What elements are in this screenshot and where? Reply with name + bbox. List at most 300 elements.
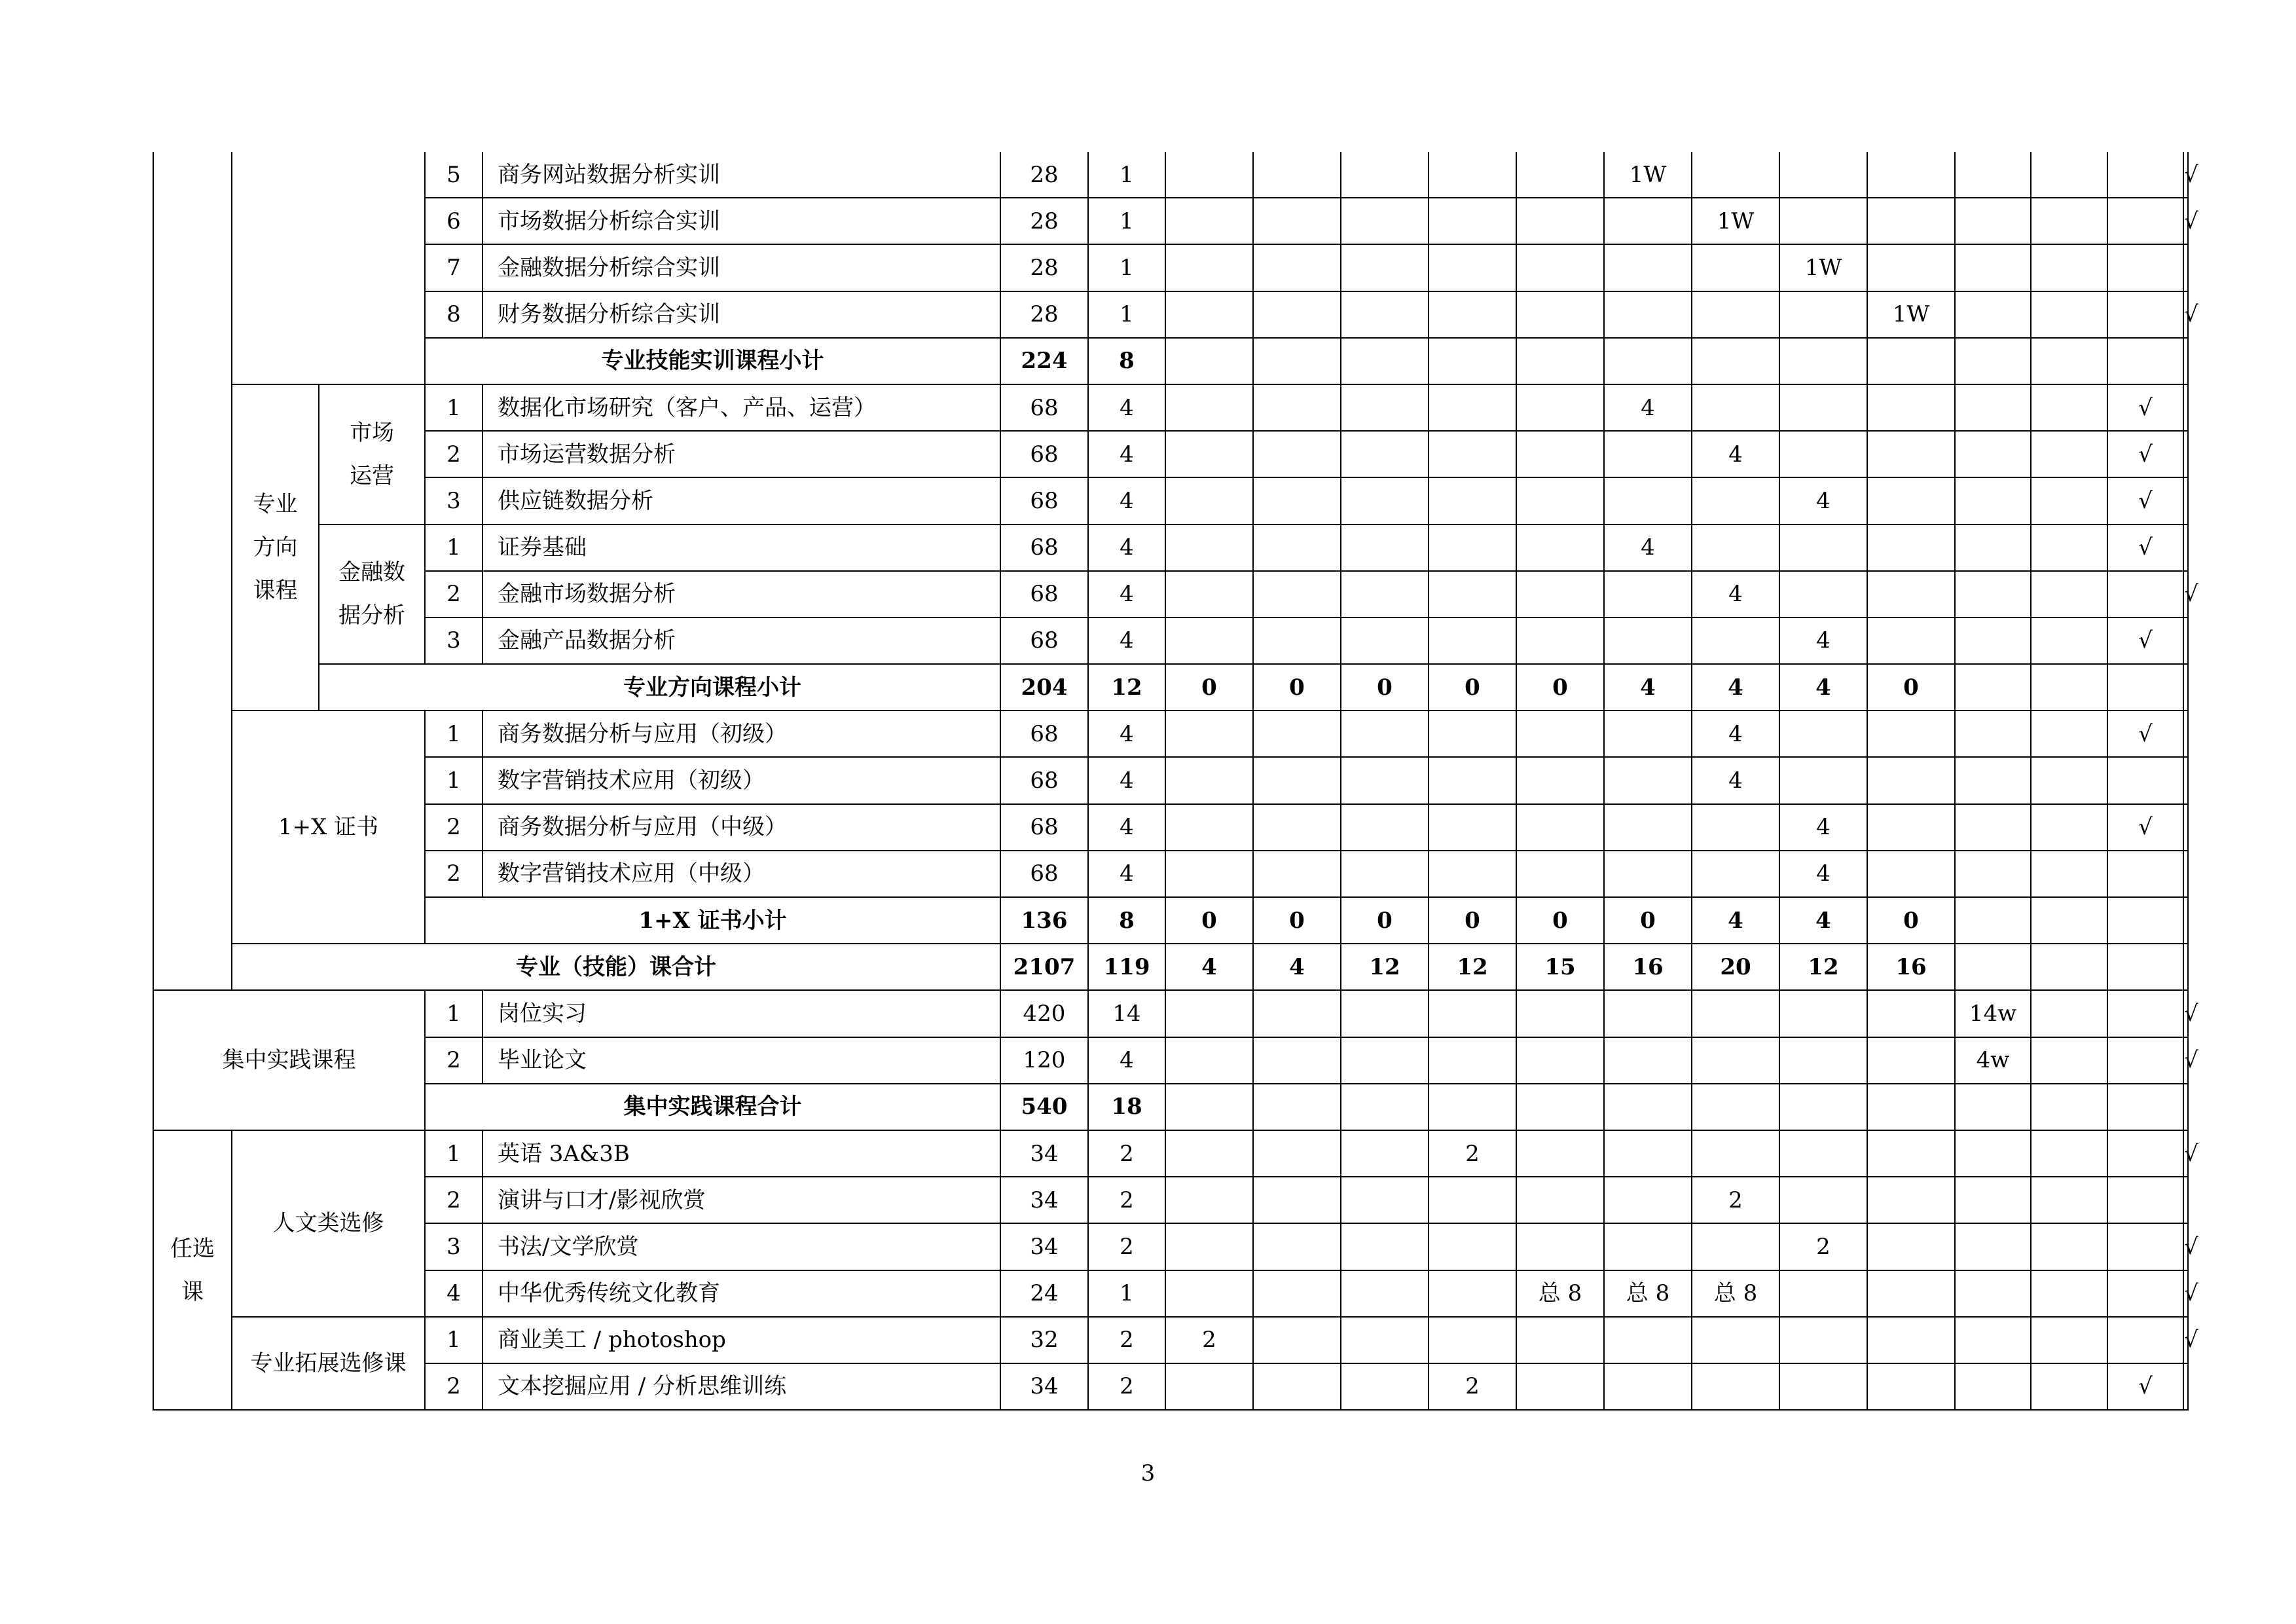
semester-cell	[1692, 477, 1779, 524]
semester-cell	[1253, 851, 1341, 897]
course-hours: 68	[1000, 525, 1088, 571]
semester-cell	[1341, 1037, 1429, 1084]
course-name: 金融市场数据分析	[483, 571, 1000, 618]
check-a-cell	[2107, 571, 2183, 618]
check-b-cell	[2183, 431, 2188, 477]
check-a-cell: √	[2107, 431, 2183, 477]
semester-cell	[1867, 1037, 1955, 1084]
semester-cell	[1692, 152, 1779, 198]
semester-cell	[1779, 1363, 1867, 1410]
semester-cell	[1955, 338, 2031, 384]
table-row	[153, 618, 2188, 664]
semester-cell	[1341, 804, 1429, 851]
semester-cell	[1253, 1084, 1341, 1130]
table-row	[153, 571, 2188, 618]
semester-cell	[1341, 757, 1429, 803]
course-number: 1	[425, 990, 483, 1037]
semester-cell	[1516, 1223, 1604, 1270]
check-b-cell: √	[2183, 291, 2188, 338]
course-number: 1	[425, 757, 483, 803]
semester-cell	[1779, 198, 1867, 244]
check-b-cell: √	[2183, 990, 2188, 1037]
semester-cell	[2031, 1084, 2107, 1130]
check-a-cell	[2107, 152, 2183, 198]
course-credits: 2	[1088, 1177, 1165, 1223]
semester-cell	[1955, 664, 2031, 710]
semester-cell	[1165, 477, 1253, 524]
skill-training-group-cell	[232, 152, 425, 384]
semester-cell	[1604, 990, 1692, 1037]
semester-cell	[1516, 152, 1604, 198]
course-hours: 68	[1000, 851, 1088, 897]
semester-cell	[1955, 1363, 2031, 1410]
course-number: 1	[425, 1317, 483, 1363]
check-a-cell	[2107, 944, 2183, 990]
semester-cell	[1253, 152, 1341, 198]
semester-cell	[1867, 152, 1955, 198]
semester-cell	[1867, 1223, 1955, 1270]
course-number: 2	[425, 431, 483, 477]
semester-cell	[1604, 1317, 1692, 1363]
semester-cell	[1604, 1037, 1692, 1084]
course-name: 商务数据分析与应用（初级）	[483, 710, 1000, 757]
semester-cell	[2031, 291, 2107, 338]
semester-cell: 2	[1165, 1317, 1253, 1363]
total-label: 专业（技能）课合计	[232, 944, 1000, 990]
table-row	[153, 477, 2188, 524]
semester-cell	[1253, 1270, 1341, 1317]
semester-cell	[1692, 244, 1779, 291]
course-number: 2	[425, 1363, 483, 1410]
semester-cell	[2031, 710, 2107, 757]
semester-cell	[1165, 384, 1253, 431]
semester-cell	[1253, 710, 1341, 757]
semester-cell	[1165, 990, 1253, 1037]
semester-cell	[1955, 384, 2031, 431]
semester-cell	[1779, 338, 1867, 384]
semester-cell: 1W	[1604, 152, 1692, 198]
course-hours: 28	[1000, 198, 1088, 244]
check-b-cell	[2183, 1177, 2188, 1223]
group-label: 专业方向课程	[253, 491, 298, 604]
check-a-cell: √	[2107, 384, 2183, 431]
course-name: 演讲与口才/影视欣赏	[483, 1177, 1000, 1223]
course-name: 证券基础	[483, 525, 1000, 571]
semester-cell: 20	[1692, 944, 1779, 990]
semester-cell	[2031, 477, 2107, 524]
semester-cell	[1779, 710, 1867, 757]
semester-cell	[1253, 1130, 1341, 1177]
semester-cell	[1516, 1317, 1604, 1363]
course-hours: 68	[1000, 710, 1088, 757]
course-hours: 120	[1000, 1037, 1088, 1084]
curriculum-table	[153, 152, 2198, 1411]
course-number: 8	[425, 291, 483, 338]
semester-cell: 0	[1516, 897, 1604, 944]
semester-cell	[1429, 384, 1516, 431]
semester-cell	[1955, 851, 2031, 897]
semester-cell	[2031, 757, 2107, 803]
semester-cell: 总 8	[1692, 1270, 1779, 1317]
semester-cell	[1604, 1223, 1692, 1270]
subtotal-row	[153, 1084, 2188, 1130]
table-row	[153, 1037, 2188, 1084]
semester-cell	[1341, 1270, 1429, 1317]
semester-cell	[1253, 1363, 1341, 1410]
semester-cell	[1516, 571, 1604, 618]
semester-cell	[1341, 525, 1429, 571]
semester-cell	[1516, 1130, 1604, 1177]
course-hours: 28	[1000, 291, 1088, 338]
total-row	[153, 944, 2188, 990]
semester-cell	[1955, 804, 2031, 851]
semester-cell: 0	[1516, 664, 1604, 710]
semester-cell	[1429, 618, 1516, 664]
semester-cell	[1604, 618, 1692, 664]
course-credits: 2	[1088, 1317, 1165, 1363]
course-hours: 34	[1000, 1363, 1088, 1410]
course-hours: 420	[1000, 990, 1088, 1037]
subtotal-label: 专业方向课程小计	[425, 664, 1000, 710]
semester-cell: 4	[1779, 897, 1867, 944]
course-name: 岗位实习	[483, 990, 1000, 1037]
check-b-cell	[2183, 1363, 2188, 1410]
semester-cell	[1516, 804, 1604, 851]
check-a-cell	[2107, 291, 2183, 338]
semester-cell	[1516, 244, 1604, 291]
semester-cell	[1516, 1363, 1604, 1410]
semester-cell	[1867, 477, 1955, 524]
semester-cell	[1429, 1177, 1516, 1223]
semester-cell	[1955, 198, 2031, 244]
course-name: 数据化市场研究（客户、产品、运营）	[483, 384, 1000, 431]
semester-cell	[1955, 1223, 2031, 1270]
course-name: 市场运营数据分析	[483, 431, 1000, 477]
course-number: 2	[425, 1037, 483, 1084]
semester-cell: 4	[1692, 710, 1779, 757]
course-number: 6	[425, 198, 483, 244]
semester-cell	[1253, 291, 1341, 338]
semester-cell	[1779, 291, 1867, 338]
course-credits: 2	[1088, 1130, 1165, 1177]
course-number: 2	[425, 1177, 483, 1223]
semester-cell	[1516, 291, 1604, 338]
semester-cell: 1W	[1779, 244, 1867, 291]
course-number: 1	[425, 710, 483, 757]
semester-cell	[1604, 338, 1692, 384]
course-number: 2	[425, 804, 483, 851]
course-number: 3	[425, 1223, 483, 1270]
group-label: 任选课	[170, 1235, 215, 1305]
course-credits: 4	[1088, 525, 1165, 571]
semester-cell	[1429, 757, 1516, 803]
check-b-cell	[2183, 384, 2188, 431]
semester-cell	[1429, 477, 1516, 524]
semester-cell	[1779, 1270, 1867, 1317]
elective-group-label	[153, 1130, 232, 1410]
semester-cell	[1779, 1084, 1867, 1130]
semester-cell: 0	[1604, 897, 1692, 944]
semester-cell	[1253, 618, 1341, 664]
check-b-cell	[2183, 851, 2188, 897]
semester-cell	[1253, 244, 1341, 291]
course-credits: 4	[1088, 431, 1165, 477]
semester-cell: 4	[1165, 944, 1253, 990]
semester-cell	[1165, 1130, 1253, 1177]
semester-cell	[1692, 1363, 1779, 1410]
semester-cell	[2031, 1317, 2107, 1363]
semester-cell: 4	[1692, 431, 1779, 477]
direction-course-group-label	[232, 384, 319, 710]
semester-cell	[1867, 710, 1955, 757]
semester-cell: 4	[1779, 664, 1867, 710]
semester-cell	[1165, 710, 1253, 757]
semester-cell	[1429, 710, 1516, 757]
semester-cell	[1516, 384, 1604, 431]
semester-cell	[1165, 152, 1253, 198]
semester-cell	[1955, 1177, 2031, 1223]
check-a-cell: √	[2107, 525, 2183, 571]
semester-cell	[1516, 990, 1604, 1037]
check-a-cell	[2107, 1177, 2183, 1223]
semester-cell	[1253, 198, 1341, 244]
semester-cell	[1341, 1130, 1429, 1177]
semester-cell	[2031, 384, 2107, 431]
semester-cell	[1429, 244, 1516, 291]
semester-cell	[1253, 990, 1341, 1037]
semester-cell	[1341, 990, 1429, 1037]
semester-cell	[1867, 431, 1955, 477]
course-credits: 1	[1088, 198, 1165, 244]
semester-cell	[1604, 198, 1692, 244]
course-number: 1	[425, 384, 483, 431]
semester-cell	[1516, 710, 1604, 757]
semester-cell	[1516, 338, 1604, 384]
check-b-cell	[2183, 664, 2188, 710]
certificate-group-label: 1+X 证书	[232, 710, 425, 944]
table-row	[153, 198, 2188, 244]
semester-cell	[1253, 338, 1341, 384]
semester-cell	[1604, 1130, 1692, 1177]
semester-cell	[1429, 990, 1516, 1037]
check-a-cell	[2107, 1037, 2183, 1084]
check-b-cell: √	[2183, 1223, 2188, 1270]
semester-cell	[1779, 571, 1867, 618]
semester-cell	[1429, 1037, 1516, 1084]
semester-cell	[1779, 525, 1867, 571]
course-hours: 34	[1000, 1130, 1088, 1177]
semester-cell	[1604, 291, 1692, 338]
semester-cell	[1955, 152, 2031, 198]
check-b-cell: √	[2183, 571, 2188, 618]
course-credits: 4	[1088, 384, 1165, 431]
check-b-cell: √	[2183, 198, 2188, 244]
semester-cell	[1867, 990, 1955, 1037]
course-credits: 12	[1088, 664, 1165, 710]
semester-cell	[1955, 710, 2031, 757]
semester-cell	[1867, 851, 1955, 897]
semester-cell: 0	[1341, 897, 1429, 944]
semester-cell	[2031, 338, 2107, 384]
semester-cell	[2031, 897, 2107, 944]
semester-cell	[2031, 664, 2107, 710]
semester-cell	[1692, 338, 1779, 384]
semester-cell	[1165, 1177, 1253, 1223]
subtotal-label: 专业技能实训课程小计	[425, 338, 1000, 384]
check-a-cell	[2107, 1084, 2183, 1130]
semester-cell	[1341, 1223, 1429, 1270]
semester-cell	[1867, 244, 1955, 291]
semester-cell	[1692, 804, 1779, 851]
course-hours: 2107	[1000, 944, 1088, 990]
semester-cell	[1604, 851, 1692, 897]
course-hours: 68	[1000, 618, 1088, 664]
semester-cell	[2031, 851, 2107, 897]
semester-cell: 0	[1429, 664, 1516, 710]
check-a-cell	[2107, 897, 2183, 944]
course-hours: 204	[1000, 664, 1088, 710]
semester-cell: 0	[1867, 897, 1955, 944]
semester-cell: 2	[1429, 1130, 1516, 1177]
course-hours: 28	[1000, 152, 1088, 198]
semester-cell: 0	[1165, 897, 1253, 944]
semester-cell	[1516, 431, 1604, 477]
subtotal-row	[153, 897, 2188, 944]
semester-cell	[1867, 757, 1955, 803]
course-hours: 68	[1000, 431, 1088, 477]
semester-cell	[1429, 198, 1516, 244]
semester-cell	[1867, 1317, 1955, 1363]
semester-cell	[1341, 152, 1429, 198]
semester-cell	[1516, 618, 1604, 664]
semester-cell	[1341, 244, 1429, 291]
semester-cell	[1429, 1084, 1516, 1130]
semester-cell	[1341, 384, 1429, 431]
course-credits: 4	[1088, 1037, 1165, 1084]
check-b-cell: √	[2183, 152, 2188, 198]
check-b-cell	[2183, 244, 2188, 291]
semester-cell: 4	[1604, 525, 1692, 571]
course-credits: 8	[1088, 897, 1165, 944]
semester-cell: 4	[1692, 664, 1779, 710]
semester-cell: 4w	[1955, 1037, 2031, 1084]
check-b-cell	[2183, 944, 2188, 990]
check-b-cell	[2183, 618, 2188, 664]
course-name: 毕业论文	[483, 1037, 1000, 1084]
semester-cell	[1429, 1223, 1516, 1270]
semester-cell	[1604, 244, 1692, 291]
semester-cell	[1253, 757, 1341, 803]
subtotal-label: 1+X 证书小计	[425, 897, 1000, 944]
semester-cell	[1429, 431, 1516, 477]
semester-cell	[1165, 1270, 1253, 1317]
semester-cell: 0	[1253, 664, 1341, 710]
semester-cell	[1779, 431, 1867, 477]
semester-cell: 2	[1692, 1177, 1779, 1223]
semester-cell	[1867, 1177, 1955, 1223]
semester-cell	[1779, 990, 1867, 1037]
semester-cell	[1692, 1084, 1779, 1130]
table-row	[153, 1223, 2188, 1270]
semester-cell	[1867, 1130, 1955, 1177]
semester-cell	[1341, 1363, 1429, 1410]
semester-cell	[1692, 618, 1779, 664]
semester-cell	[1165, 851, 1253, 897]
semester-cell	[1955, 477, 2031, 524]
subtotal-row	[153, 338, 2188, 384]
check-a-cell	[2107, 990, 2183, 1037]
semester-cell	[1165, 571, 1253, 618]
semester-cell	[1516, 757, 1604, 803]
course-name: 中华优秀传统文化教育	[483, 1270, 1000, 1317]
semester-cell	[1253, 525, 1341, 571]
check-a-cell: √	[2107, 618, 2183, 664]
check-a-cell	[2107, 757, 2183, 803]
table-row	[153, 851, 2188, 897]
semester-cell	[1341, 571, 1429, 618]
course-number: 1	[425, 525, 483, 571]
course-hours: 224	[1000, 338, 1088, 384]
course-number: 3	[425, 477, 483, 524]
semester-cell	[1867, 338, 1955, 384]
semester-cell: 1W	[1867, 291, 1955, 338]
semester-cell	[2031, 1223, 2107, 1270]
table-row	[153, 291, 2188, 338]
semester-cell	[1429, 291, 1516, 338]
check-a-cell	[2107, 1130, 2183, 1177]
course-name: 书法/文学欣赏	[483, 1223, 1000, 1270]
humanities-subgroup-label: 人文类选修	[232, 1130, 425, 1317]
semester-cell: 4	[1692, 571, 1779, 618]
semester-cell	[1253, 571, 1341, 618]
check-a-cell: √	[2107, 1363, 2183, 1410]
market-ops-subgroup-label	[319, 384, 425, 525]
semester-cell	[2031, 804, 2107, 851]
check-a-cell	[2107, 1270, 2183, 1317]
semester-cell	[1867, 384, 1955, 431]
semester-cell	[1955, 757, 2031, 803]
semester-cell	[1604, 804, 1692, 851]
major-course-group-cell	[153, 152, 232, 990]
subtotal-spacer	[319, 664, 425, 710]
course-credits: 4	[1088, 618, 1165, 664]
table-row	[153, 1130, 2188, 1177]
semester-cell	[1516, 1037, 1604, 1084]
semester-cell	[1253, 477, 1341, 524]
semester-cell	[1429, 152, 1516, 198]
semester-cell	[1779, 757, 1867, 803]
finance-subgroup-label	[319, 525, 425, 665]
course-hours: 34	[1000, 1177, 1088, 1223]
practice-group-label: 集中实践课程	[153, 990, 425, 1130]
semester-cell	[1341, 618, 1429, 664]
semester-cell	[1341, 291, 1429, 338]
course-name: 市场数据分析综合实训	[483, 198, 1000, 244]
check-b-cell: √	[2183, 1037, 2188, 1084]
semester-cell	[1429, 571, 1516, 618]
semester-cell: 4	[1692, 897, 1779, 944]
check-a-cell: √	[2107, 477, 2183, 524]
table-row	[153, 525, 2188, 571]
semester-cell: 12	[1341, 944, 1429, 990]
semester-cell	[1429, 851, 1516, 897]
check-b-cell	[2183, 757, 2188, 803]
course-credits: 1	[1088, 291, 1165, 338]
semester-cell	[1692, 1130, 1779, 1177]
course-credits: 4	[1088, 477, 1165, 524]
semester-cell	[1341, 1084, 1429, 1130]
semester-cell: 4	[1604, 384, 1692, 431]
